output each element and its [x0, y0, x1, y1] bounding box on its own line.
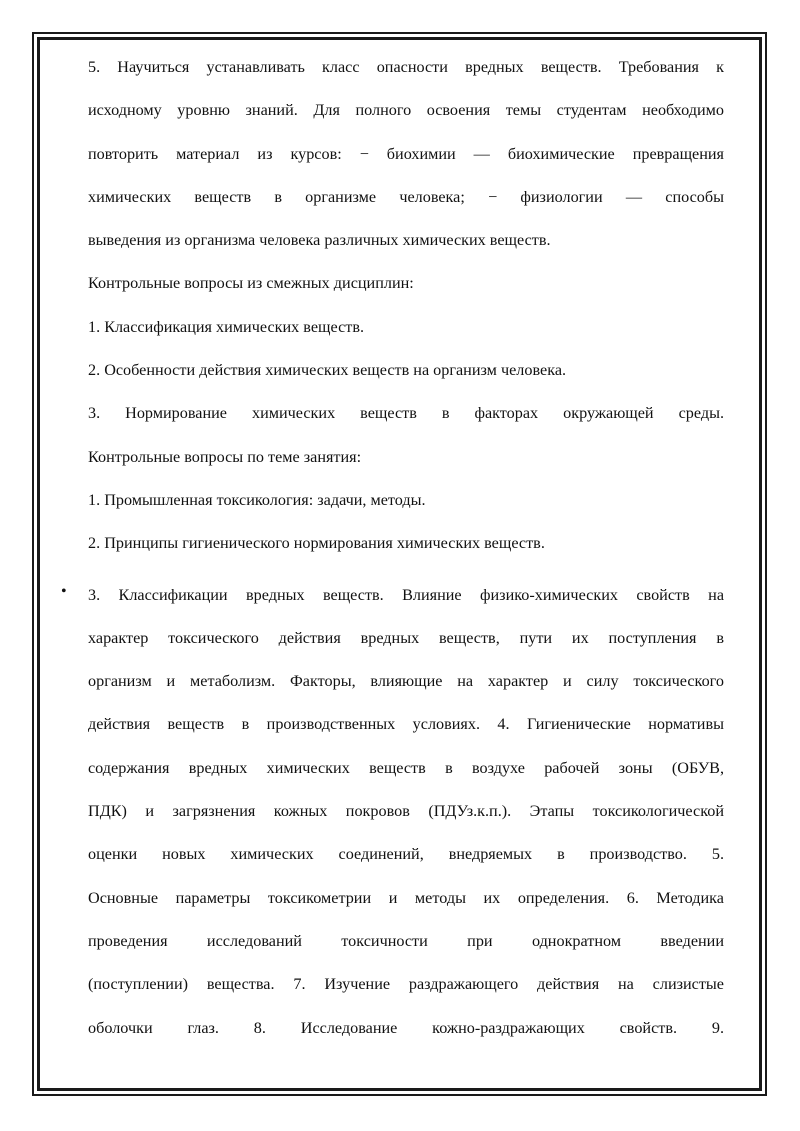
- text-line: исходному уровню знаний. Для полного освоения темы студентам необходимо: [88, 101, 724, 120]
- intro-paragraph: [88, 46, 724, 262]
- text-line: содержания вредных химических веществ в воздухе рабочей зоны (ОБУВ,: [88, 758, 724, 777]
- text-line: (поступлении) вещества. 7. Изучение раздражающего действия на слизистые: [88, 975, 724, 994]
- topic-questions-heading: Контрольные вопросы по теме занятия:: [88, 447, 362, 466]
- text-line: Основные параметры токсикометрии и методы их определения. 6. Методика: [88, 888, 724, 907]
- text-line: оболочки глаз. 8. Исследование кожно-раздражающих свойств. 9.: [88, 1018, 724, 1037]
- text-line: ПДК) и загрязнения кожных покровов (ПДУз.к.п.). Этапы токсикологической: [88, 802, 724, 821]
- text-line: повторить материал из курсов: − биохимии — биохимические превращения: [88, 144, 724, 163]
- list-item: 3. Нормирование химических веществ в факторах окружающей среды.: [88, 404, 724, 423]
- text-line: оценки новых химических соединений, внедряемых в производство. 5.: [88, 845, 724, 864]
- text-line: 5. Научиться устанавливать класс опасности вредных веществ. Требования к: [88, 58, 724, 76]
- related-questions-heading: Контрольные вопросы из смежных дисциплин:: [88, 274, 414, 293]
- bullet-icon: •: [61, 582, 67, 600]
- list-item: 1. Классификация химических веществ.: [88, 317, 365, 336]
- text-line: организм и метаболизм. Факторы, влияющие на характер и силу токсического: [88, 672, 724, 691]
- text-line: действия веществ в производственных условиях. 4. Гигиенические нормативы: [88, 715, 724, 734]
- text-line: характер токсического действия вредных веществ, пути их поступления в: [88, 628, 724, 647]
- text-line: проведения исследований токсичности при однократном введении: [88, 931, 724, 950]
- list-item: 2. Особенности действия химических веществ на организм человека.: [88, 361, 567, 380]
- list-item: 1. Промышленная токсикология: задачи, методы.: [88, 490, 426, 509]
- text-line: выведения из организма человека различных химических веществ.: [88, 231, 551, 250]
- text-line: химических веществ в организме человека; − физиологии — способы: [88, 187, 724, 206]
- bullet-paragraph: [61, 574, 724, 1050]
- text-line: 3. Классификации вредных веществ. Влияние физико-химических свойств на: [88, 585, 724, 604]
- list-item: 2. Принципы гигиенического нормирования химических веществ.: [88, 534, 545, 553]
- document-body: [61, 46, 724, 1050]
